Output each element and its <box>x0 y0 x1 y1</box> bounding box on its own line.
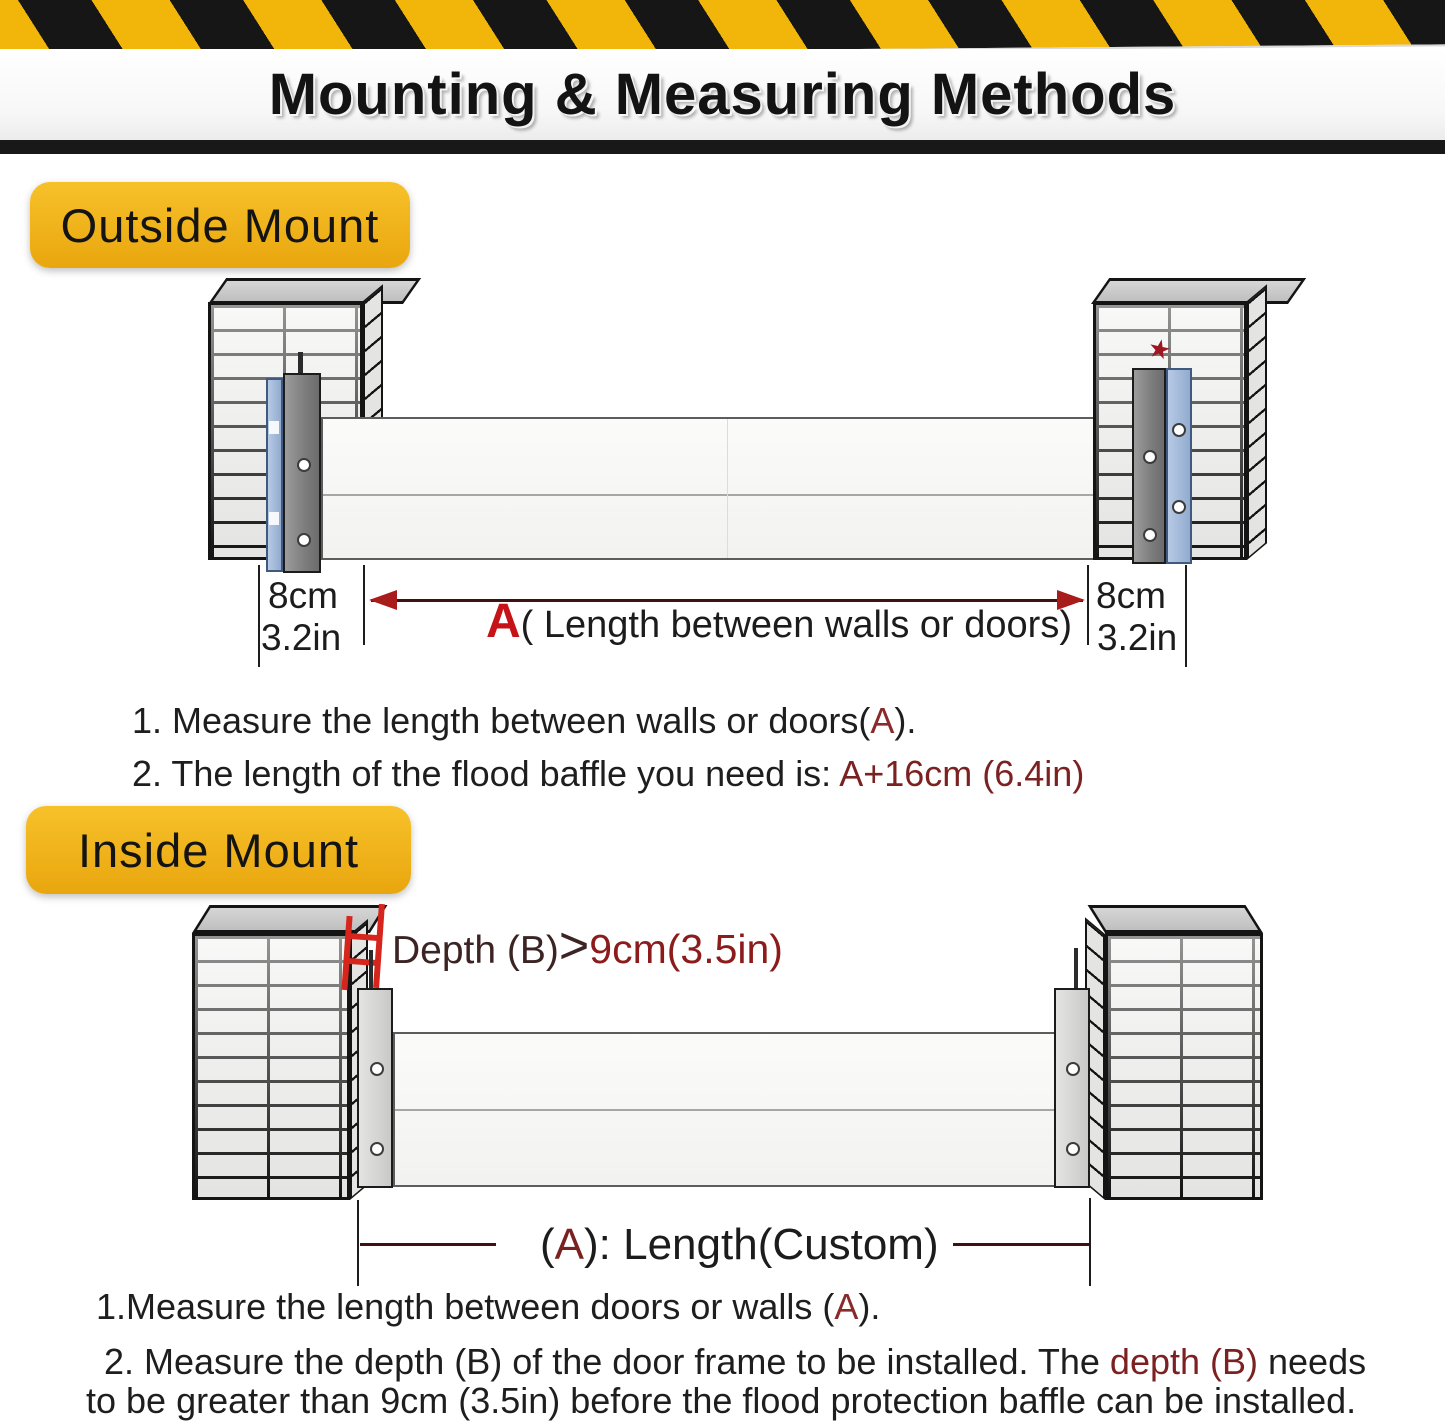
outside-left-pillar-top <box>208 278 421 304</box>
outside-left-dim-in: 3.2in <box>261 617 342 658</box>
outside-span-label <box>486 595 1072 648</box>
inside-step2-text: 2. Measure the depth (B) of the door frame to be installed. The <box>104 1341 1110 1382</box>
outside-right-rail-screw-2 <box>1172 500 1186 514</box>
inside-right-screw-2 <box>1066 1142 1080 1156</box>
outside-step-1 <box>132 700 916 742</box>
span-marker-a: A <box>486 595 521 648</box>
outside-right-dim-cm: 8cm <box>1096 575 1166 616</box>
outside-left-screw-2 <box>297 533 311 547</box>
inside-step1-end: ). <box>858 1286 881 1327</box>
outside-panel-joint <box>727 419 728 558</box>
inside-dim-stub-left <box>360 1243 496 1246</box>
page-title: Mounting & Measuring Methods <box>268 62 1177 127</box>
depth-value: 9cm(3.5in) <box>589 926 783 972</box>
outside-mount-badge-label: Outside Mount <box>60 198 380 252</box>
outside-flood-barrier-panel <box>321 417 1132 560</box>
outside-left-rail-slot-2 <box>269 512 279 525</box>
inside-right-pillar <box>1105 933 1263 1200</box>
inside-length-label <box>540 1220 939 1270</box>
outside-step1-end: ). <box>894 700 917 741</box>
title-band <box>0 49 1445 140</box>
inside-step2-depth-em: depth (B) <box>1109 1341 1258 1382</box>
inside-step-2-line-2: to be greater than 9cm (3.5in) before the flood protection baffle can be installed. <box>86 1380 1357 1421</box>
depth-gt-sign: > <box>558 917 590 975</box>
inside-mount-badge-label: Inside Mount <box>77 823 360 877</box>
inside-mount-badge <box>26 806 411 894</box>
outside-right-pillar-top <box>1091 278 1306 304</box>
outside-dim-tick-inner-right <box>1087 565 1089 645</box>
outside-step2-text: 2. The length of the flood baffle you need is: <box>132 753 840 794</box>
inside-step-2-line-1 <box>104 1341 1366 1383</box>
outside-right-pillar-side <box>1247 284 1267 560</box>
inside-step1-text: 1.Measure the length between doors or walls ( <box>96 1286 835 1327</box>
inside-dim-tick-left <box>357 1200 359 1286</box>
outside-span-arrowhead-left <box>369 590 397 610</box>
length-marker-a: A <box>554 1220 585 1269</box>
span-label-text: ( Length between walls or doors) <box>520 604 1072 646</box>
outside-step2-formula: A+16cm (6.4in) <box>839 753 1085 794</box>
outside-dim-tick-inner-left <box>363 565 365 645</box>
banner-divider <box>0 140 1445 154</box>
inside-right-pillar-top <box>1088 905 1263 933</box>
inside-left-pillar <box>192 933 350 1200</box>
length-label-text: ): Length(Custom) <box>584 1220 939 1269</box>
length-open-paren: ( <box>540 1220 555 1269</box>
inside-left-screw-1 <box>370 1062 384 1076</box>
inside-panel-seam <box>395 1109 1060 1111</box>
inside-step2-end: needs <box>1258 1341 1367 1382</box>
depth-label <box>392 917 783 975</box>
outside-dim-tick-far-right <box>1185 565 1187 667</box>
outside-mount-badge <box>30 182 410 268</box>
outside-right-screw-1 <box>1143 450 1157 464</box>
inside-step1-marker: A <box>834 1286 859 1327</box>
inside-flood-barrier-panel <box>393 1032 1062 1187</box>
outside-right-screw-2 <box>1143 528 1157 542</box>
inside-left-channel-bracket <box>357 988 393 1188</box>
outside-left-guide-rail <box>266 378 283 572</box>
inside-dim-tick-right <box>1089 1198 1091 1286</box>
outside-right-guide-rail <box>1166 368 1192 564</box>
depth-label-text: Depth (B) <box>392 929 559 972</box>
outside-right-dim-in: 3.2in <box>1097 617 1178 658</box>
star-marker-icon: ★ <box>1145 331 1175 367</box>
outside-right-rail-screw-1 <box>1172 423 1186 437</box>
inside-step-1 <box>96 1286 880 1328</box>
inside-right-pin <box>1074 948 1078 988</box>
outside-left-rail-slot-1 <box>269 421 279 434</box>
outside-step1-text: 1. Measure the length between walls or doors( <box>132 700 871 741</box>
outside-dim-tick-far-left <box>258 565 260 667</box>
inside-right-screw-1 <box>1066 1062 1080 1076</box>
inside-dim-stub-right <box>953 1243 1089 1246</box>
inside-left-screw-2 <box>370 1142 384 1156</box>
inside-right-channel-bracket <box>1054 988 1090 1188</box>
outside-left-screw-1 <box>297 458 311 472</box>
inside-left-pin <box>369 950 373 990</box>
outside-left-dim-cm: 8cm <box>268 575 338 616</box>
outside-step-2 <box>132 753 1084 795</box>
outside-step1-marker: A <box>870 700 895 741</box>
